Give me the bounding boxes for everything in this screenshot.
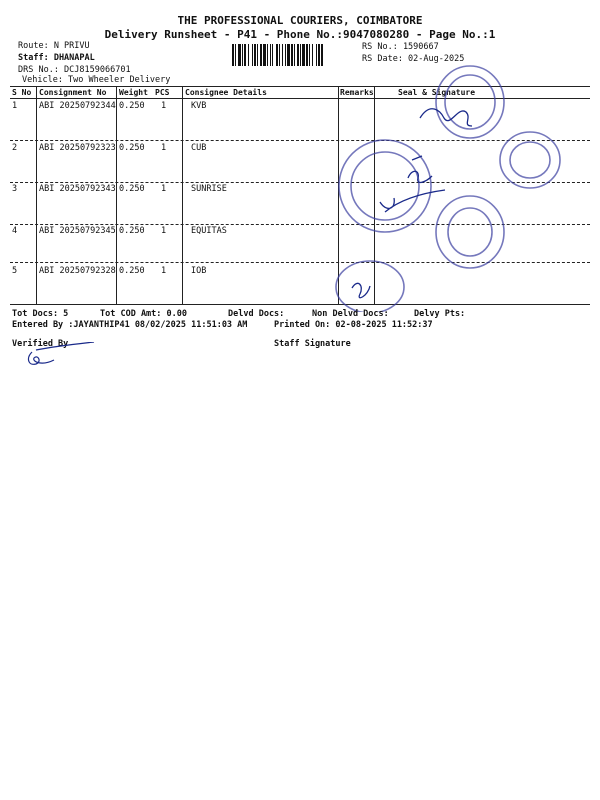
row-pcs: 1: [161, 226, 167, 236]
col-header-consignee: Consignee Details: [185, 88, 267, 97]
col-divider: [36, 86, 37, 304]
row-pcs: 1: [161, 143, 167, 153]
row-consignment: ABI 20250792343: [39, 184, 116, 194]
non-delvd-docs: Non Delvd Docs:: [312, 309, 389, 319]
row-consignment: ABI 20250792323: [39, 143, 116, 153]
route-label: Route: N PRIVU: [18, 41, 90, 51]
col-divider: [116, 86, 117, 304]
vehicle-label: Vehicle: Two Wheeler Delivery: [22, 75, 171, 85]
company-title: THE PROFESSIONAL COURIERS, COIMBATORE: [177, 14, 423, 27]
rs-number: RS No.: 1590667: [362, 42, 439, 52]
row-consignee: SUNRISE: [191, 184, 227, 194]
col-header-weight: Weight: [119, 88, 148, 97]
col-header-sno: S No: [12, 88, 32, 97]
staff-signature: Staff Signature: [274, 339, 351, 349]
runsheet-subtitle: Delivery Runsheet - P41 - Phone No.:9047080280 - Page No.:1: [104, 28, 496, 41]
row-consignee: EQUITAS: [191, 226, 227, 236]
drs-number: DRS No.: DCJ8159066701: [18, 65, 131, 75]
tot-docs: Tot Docs: 5: [12, 309, 69, 319]
row-sno: 4: [12, 226, 18, 236]
verifier-signature-icon: [22, 342, 102, 372]
col-header-consignment: Consignment No: [39, 88, 107, 97]
col-header-seal: Seal & Signature: [398, 88, 476, 97]
col-header-remarks: Remarks: [340, 88, 374, 97]
row-consignee: IOB: [191, 266, 207, 276]
row-consignment: ABI 20250792344: [39, 101, 116, 111]
verified-by: Verified By: [12, 339, 69, 349]
row-pcs: 1: [161, 101, 167, 111]
printed-on: Printed On: 02-08-2025 11:52:37: [274, 320, 433, 330]
seal-stamps-icon: [330, 62, 570, 312]
row-sno: 2: [12, 143, 18, 153]
row-weight: 0.250: [119, 184, 145, 194]
row-weight: 0.250: [119, 143, 145, 153]
row-weight: 0.250: [119, 101, 145, 111]
row-sno: 3: [12, 184, 18, 194]
row-consignment: ABI 20250792345: [39, 226, 116, 236]
entered-by: Entered By :JAYANTHIP41 08/02/2025 11:51:03 AM: [12, 320, 248, 330]
col-header-pcs: PCS: [155, 88, 170, 97]
row-consignment: ABI 20250792328: [39, 266, 116, 276]
tot-cod-amt: Tot COD Amt: 0.00: [100, 309, 187, 319]
row-sno: 5: [12, 266, 18, 276]
row-sno: 1: [12, 101, 18, 111]
rs-date: RS Date: 02-Aug-2025: [362, 54, 465, 64]
col-divider: [182, 86, 183, 304]
staff-label: Staff: DHANAPAL: [18, 53, 95, 63]
row-pcs: 1: [161, 266, 167, 276]
row-weight: 0.250: [119, 226, 145, 236]
row-consignee: KVB: [191, 101, 207, 111]
delvd-docs: Delvd Docs:: [228, 309, 285, 319]
row-weight: 0.250: [119, 266, 145, 276]
row-pcs: 1: [161, 184, 167, 194]
row-consignee: CUB: [191, 143, 207, 153]
delvy-pts: Delvy Pts:: [414, 309, 466, 319]
